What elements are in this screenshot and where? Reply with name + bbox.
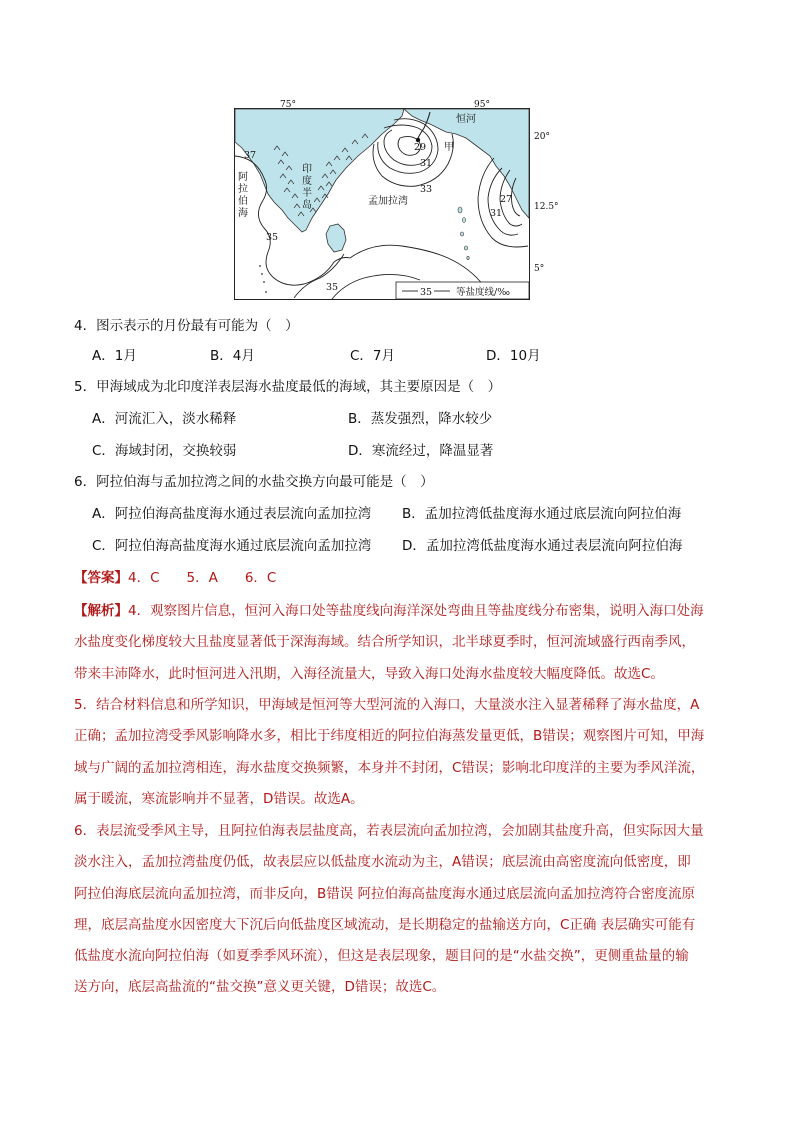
- lon-label-95: 95°: [474, 100, 490, 110]
- analysis-5-line-2: 正确；孟加拉湾受季风影响降水多，相比于纬度相近的阿拉伯海蒸发量更低，B错误；观察图片可知，甲海: [74, 728, 705, 745]
- answer-tag: 【答案】: [74, 570, 128, 586]
- lon-label-75: 75°: [280, 100, 296, 110]
- q4-option-a: A．1月: [92, 348, 137, 364]
- salinity-map: [234, 98, 559, 300]
- analysis-5-line-4: 属于暖流，寒流影响并不显著，D错误。故选A。: [74, 790, 364, 807]
- analysis-4-line-3: 带来丰沛降水，此时恒河进入汛期，入海径流量大，导致入海口处海水盐度较大幅度降低。故选C。: [74, 665, 664, 682]
- analysis-6-line-4: 理，底层高盐度水因密度大下沉后向低盐度区域流动，是长期稳定的盐输送方向，C正确 表层确实可能有: [74, 916, 696, 933]
- svg-text:31: 31: [420, 158, 433, 169]
- analysis-6-line-1: 6．表层流受季风主导，且阿拉伯海表层盐度高，若表层流向孟加拉湾，会加剧其盐度升高，但实际因大量: [74, 823, 704, 839]
- analysis-6-line-2: 淡水注入，孟加拉湾盐度仍低，故表层应以低盐度水流动为主，A错误；底层流由高密度流向低密度，即: [74, 854, 691, 871]
- q6-option-a: A．阿拉伯海高盐度海水通过表层流向孟加拉湾: [92, 506, 372, 522]
- svg-text:半: 半: [302, 188, 312, 199]
- svg-text:33: 33: [420, 184, 433, 195]
- q4-option-b: B．4月: [210, 348, 255, 364]
- bay-label: 孟加拉湾: [368, 196, 408, 207]
- analysis-5-line-1: 5．结合材料信息和所学知识，甲海域是恒河等大型河流的入海口，大量淡水注入显著稀释了海水盐度，A: [74, 697, 700, 713]
- svg-text:度: 度: [302, 176, 312, 187]
- svg-text:阿: 阿: [238, 172, 248, 183]
- svg-text:29: 29: [414, 142, 427, 153]
- lat-label-20: 20°: [534, 132, 550, 142]
- svg-text:35: 35: [326, 282, 339, 293]
- svg-text:印: 印: [302, 164, 312, 175]
- analysis-paragraph-6: [74, 816, 726, 1004]
- svg-text:海: 海: [238, 208, 248, 219]
- point-label: 甲: [444, 142, 454, 153]
- svg-text:27: 27: [500, 194, 513, 205]
- q4-option-c: C．7月: [350, 348, 396, 364]
- svg-text:岛: 岛: [302, 200, 312, 211]
- analysis-4-line-1: 4．观察图片信息，恒河入海口处等盐度线向海洋深处弯曲且等盐度线分布密集，说明入海口处海: [128, 603, 704, 619]
- q5-option-d: D．寒流经过，降温显著: [348, 443, 494, 459]
- lat-label-5: 5°: [534, 264, 545, 274]
- legend-value: 35: [420, 287, 433, 298]
- svg-text:31: 31: [490, 208, 503, 219]
- q6-option-c: C．阿拉伯海高盐度海水通过底层流向孟加拉湾: [92, 538, 372, 554]
- svg-text:35: 35: [266, 232, 279, 243]
- svg-text:拉: 拉: [238, 184, 248, 195]
- answer-text: 4．C 5．A 6．C: [128, 570, 277, 586]
- analysis-tag: 【解析】: [74, 603, 128, 619]
- q6-option-b: B．孟加拉湾低盐度海水通过底层流向阿拉伯海: [402, 506, 682, 522]
- q6-option-d: D．孟加拉湾低盐度海水通过表层流向阿拉伯海: [402, 538, 683, 554]
- answer-line: [74, 568, 276, 588]
- peninsula-label: [302, 162, 312, 211]
- analysis-4-line-2: 水盐度变化梯度较大且盐度显著低于深海海域。结合所学知识，北半球夏季时，恒河流域盛行西南季风，: [74, 634, 695, 651]
- q4-option-d: D．10月: [486, 348, 541, 364]
- river-label: 恒河: [456, 114, 476, 125]
- question-4-stem: 4．图示表示的月份最有可能为（ ）: [74, 318, 299, 334]
- q5-option-a: A．河流汇入，淡水稀释: [92, 411, 237, 427]
- svg-text:伯: 伯: [238, 196, 248, 207]
- question-6-stem: 6．阿拉伯海与孟加拉湾之间的水盐交换方向最可能是（ ）: [74, 474, 434, 490]
- analysis-6-line-6: 送方向，底层高盐流的“盐交换”意义更关键，D错误；故选C。: [74, 979, 446, 996]
- analysis-5-line-3: 域与广阔的孟加拉湾相连，海水盐度交换频繁，本身并不封闭，C错误；影响北印度洋的主要为季风洋流，: [74, 759, 705, 776]
- analysis-paragraph-4: [74, 596, 726, 690]
- q5-option-c: C．海域封闭，交换较弱: [92, 443, 237, 459]
- analysis-6-line-5: 低盐度水流向阿拉伯海（如夏季季风环流），但这是表层现象，题目问的是“水盐交换”，更侧重盐量的输: [74, 948, 689, 965]
- q5-option-b: B．蒸发强烈，降水较少: [348, 411, 493, 427]
- svg-text:37: 37: [244, 150, 257, 161]
- map-figure: [234, 98, 530, 300]
- lat-label-12-5: 12.5°: [534, 202, 559, 212]
- analysis-paragraph-5: [74, 690, 726, 815]
- legend-label: 等盐度线/‰: [456, 287, 510, 298]
- question-5-stem: 5．甲海域成为北印度洋表层海水盐度最低的海域，其主要原因是（ ）: [74, 379, 502, 395]
- analysis-6-line-3: 阿拉伯海底层流向孟加拉湾，而非反向，B错误 阿拉伯海高盐度海水通过底层流向孟加拉湾符合密度流原: [74, 885, 696, 902]
